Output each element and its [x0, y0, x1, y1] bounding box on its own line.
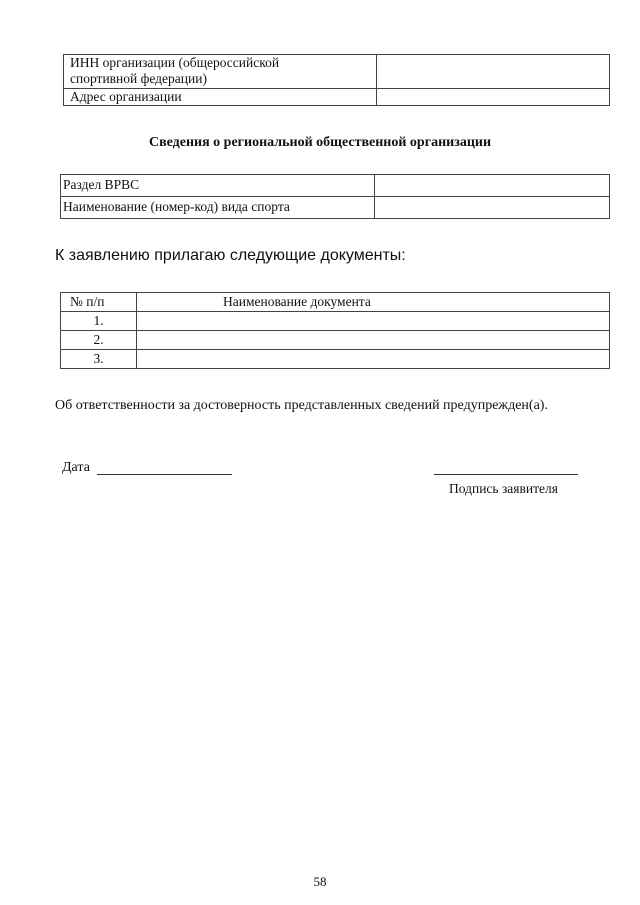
- inn-label-line2: спортивной федерации): [70, 71, 207, 86]
- table-row: [64, 55, 610, 89]
- header-doc-name: Наименование документа: [137, 293, 610, 312]
- table-row: [61, 312, 610, 331]
- page-number: 58: [313, 874, 327, 889]
- table-row: [61, 331, 610, 350]
- doc-name-field[interactable]: [137, 331, 610, 350]
- doc-name-field[interactable]: [137, 312, 610, 331]
- vrvs-section-label: Раздел ВРВС: [61, 175, 375, 197]
- sport-name-label: Наименование (номер-код) вида спорта: [61, 197, 375, 219]
- sport-name-field[interactable]: [375, 197, 610, 219]
- address-value-field[interactable]: [377, 89, 610, 106]
- table-row: [61, 175, 610, 197]
- date-label: Дата: [62, 460, 90, 475]
- table-row: [64, 89, 610, 106]
- header-num: № п/п: [61, 293, 137, 312]
- date-field-line[interactable]: [97, 474, 232, 475]
- vrvs-section-field[interactable]: [375, 175, 610, 197]
- row-num: 2.: [61, 331, 137, 350]
- table-row: [61, 197, 610, 219]
- signature-field-line[interactable]: [434, 474, 578, 475]
- inn-label: [64, 55, 377, 89]
- row-num: 1.: [61, 312, 137, 331]
- inn-label-line1: ИНН организации (общероссийской: [70, 55, 280, 70]
- attachments-intro: К заявлению прилагаю следующие документы:: [55, 247, 406, 264]
- row-num: 3.: [61, 350, 137, 369]
- documents-table: [60, 292, 610, 369]
- table-header-row: [61, 293, 610, 312]
- signature-label: Подпись заявителя: [449, 481, 558, 496]
- inn-value-field[interactable]: [377, 55, 610, 89]
- responsibility-statement: Об ответственности за достоверность представленных сведений предупрежден(а).: [55, 398, 548, 413]
- regional-table: [60, 174, 610, 219]
- organization-table: [63, 54, 610, 106]
- regional-org-heading: Сведения о региональной общественной организации: [148, 135, 492, 150]
- table-row: [61, 350, 610, 369]
- doc-name-field[interactable]: [137, 350, 610, 369]
- address-label: Адрес организации: [64, 89, 377, 106]
